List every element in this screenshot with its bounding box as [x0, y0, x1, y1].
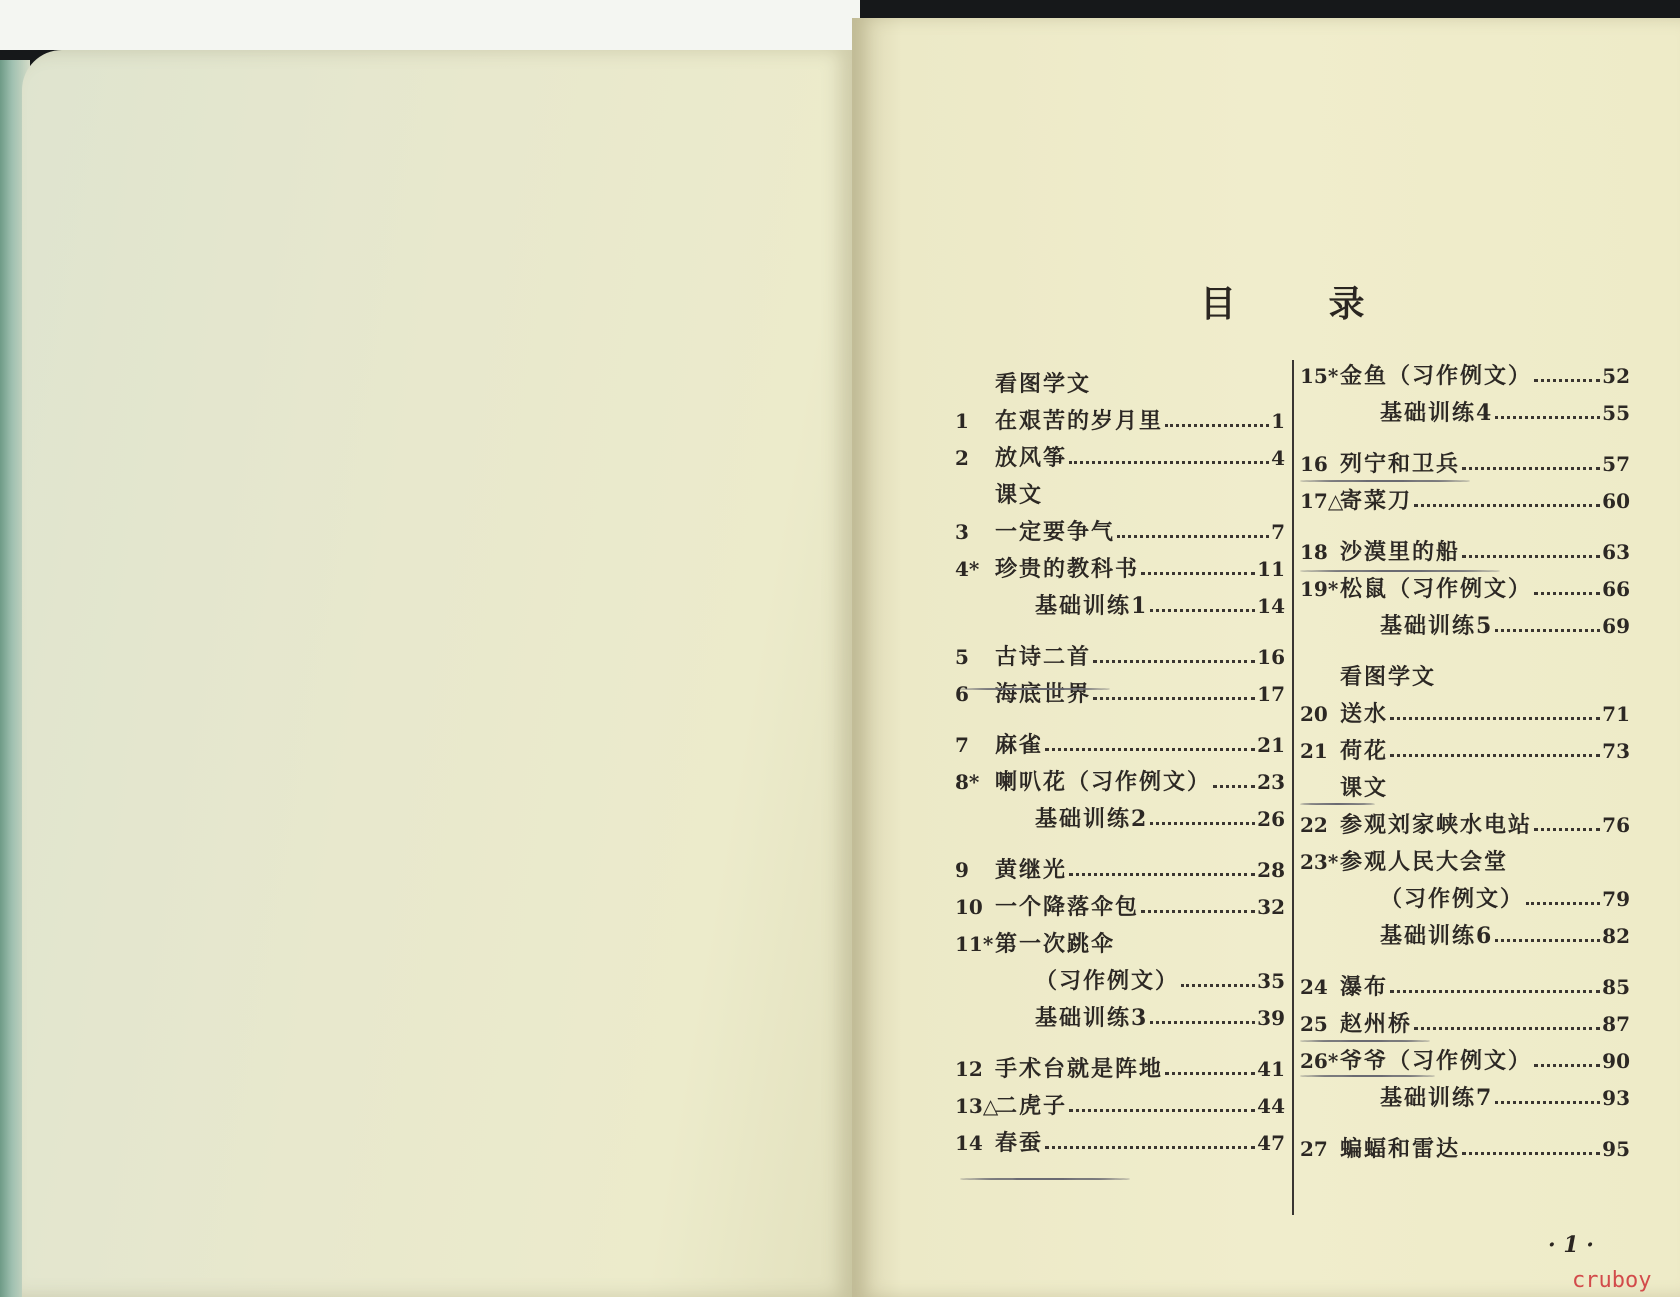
toc-entry-number: 20 [1300, 702, 1328, 726]
toc-entry-page: 93 [1602, 1086, 1630, 1110]
toc-leader-dots [1141, 910, 1255, 913]
toc-entry-label: 看图学文 [995, 371, 1092, 397]
toc-entry-label: 春蚕 [995, 1130, 1044, 1156]
toc-leader-dots [1093, 697, 1255, 700]
toc-entry [1300, 918, 1630, 955]
toc-entry-number: 3 [955, 520, 969, 544]
toc-entry [1300, 1080, 1630, 1117]
toc-entry-number: 17△ [1300, 489, 1344, 513]
toc-entry-page: 23 [1257, 770, 1285, 794]
toc-spacer [955, 713, 1285, 727]
toc-entry-page: 11 [1257, 557, 1285, 581]
toc-spacer [955, 1037, 1285, 1051]
toc-entry-number: 10 [955, 895, 983, 919]
toc-entry [955, 514, 1285, 551]
toc-leader-dots [1462, 467, 1600, 470]
toc-entry-number: 9 [955, 858, 969, 882]
toc-entry-number: 14 [955, 1131, 983, 1155]
toc-entry-page: 85 [1602, 975, 1630, 999]
toc-entry-number: 1 [955, 409, 969, 433]
toc-leader-dots [1165, 424, 1269, 427]
toc-leader-dots [1213, 785, 1255, 788]
toc-entry [955, 1051, 1285, 1088]
toc-leader-dots [1181, 984, 1255, 987]
toc-entry-label: 黄继光 [995, 857, 1068, 883]
toc-leader-dots [1495, 1101, 1600, 1104]
toc-leader-dots [1462, 1152, 1600, 1155]
toc-entry [1300, 483, 1630, 520]
toc-entry-label: 海底世界 [995, 681, 1092, 707]
toc-entry-label: 课文 [1340, 775, 1389, 801]
toc-entry-label: 基础训练1 [1035, 593, 1149, 619]
toc-entry [1300, 358, 1630, 395]
watermark: cruboy [1572, 1268, 1652, 1293]
toc-entry [1300, 844, 1630, 881]
toc-entry-page: 1 [1271, 409, 1285, 433]
toc-entry [955, 403, 1285, 440]
toc-entry-label: （习作例文） [1380, 886, 1525, 912]
toc-entry-label: 基础训练5 [1380, 613, 1494, 639]
toc-entry-label: 基础训练4 [1380, 400, 1494, 426]
toc-entry [955, 852, 1285, 889]
pencil-underline [1300, 1040, 1430, 1042]
toc-entry-label: 基础训练7 [1380, 1085, 1494, 1111]
toc-entry-number: 5 [955, 645, 969, 669]
toc-entry-page: 71 [1602, 702, 1630, 726]
toc-entry [1300, 881, 1630, 918]
toc-leader-dots [1534, 379, 1600, 382]
toc-leader-dots [1165, 1072, 1255, 1075]
pencil-underline [960, 688, 1110, 690]
toc-leader-dots [1069, 873, 1255, 876]
toc-entry-number: 2 [955, 446, 969, 470]
toc-entry [955, 926, 1285, 963]
page-number: · 1 · [1548, 1232, 1594, 1258]
toc-entry [1300, 446, 1630, 483]
toc-entry-page: 16 [1257, 645, 1285, 669]
toc-entry-page: 32 [1257, 895, 1285, 919]
toc-entry-number: 15* [1300, 364, 1339, 388]
toc-entry [955, 588, 1285, 625]
toc-entry-page: 47 [1257, 1131, 1285, 1155]
toc-entry-page: 87 [1602, 1012, 1630, 1036]
toc-entry-label: 基础训练3 [1035, 1005, 1149, 1031]
toc-entry-label: 参观刘家峡水电站 [1340, 812, 1533, 838]
toc-entry-number: 19* [1300, 577, 1339, 601]
toc-entry [955, 1125, 1285, 1162]
toc-entry-page: 73 [1602, 739, 1630, 763]
toc-spacer [955, 838, 1285, 852]
toc-entry [1300, 534, 1630, 571]
toc-entry-label: 第一次跳伞 [995, 931, 1116, 957]
pencil-underline [1300, 480, 1470, 482]
toc-spacer [1300, 955, 1630, 969]
toc-entry [1300, 1006, 1630, 1043]
toc-entry-number: 4* [955, 557, 980, 581]
toc-entry-page: 4 [1271, 446, 1285, 470]
toc-entry-number: 7 [955, 733, 969, 757]
toc-entry-page: 63 [1602, 540, 1630, 564]
toc-section-heading [955, 477, 1285, 514]
toc-leader-dots [1045, 748, 1255, 751]
toc-entry-label: 在艰苦的岁月里 [995, 408, 1164, 434]
toc-entry-label: 基础训练2 [1035, 806, 1149, 832]
toc-entry-page: 69 [1602, 614, 1630, 638]
toc-entry-number: 24 [1300, 975, 1328, 999]
toc-section-heading [1300, 659, 1630, 696]
toc-entry-label: 喇叭花（习作例文） [995, 769, 1212, 795]
toc-leader-dots [1534, 592, 1600, 595]
toc-entry-label: 赵州桥 [1340, 1011, 1413, 1037]
toc-entry-number: 23* [1300, 850, 1339, 874]
toc-leader-dots [1414, 1027, 1600, 1030]
toc-entry-label: 课文 [995, 482, 1044, 508]
toc-entry [1300, 395, 1630, 432]
toc-entry [1300, 733, 1630, 770]
toc-entry-label: 爷爷（习作例文） [1340, 1048, 1533, 1074]
toc-spacer [1300, 645, 1630, 659]
toc-leader-dots [1150, 1021, 1255, 1024]
toc-spacer [1300, 520, 1630, 534]
toc-spacer [1300, 1117, 1630, 1131]
toc-entry-page: 79 [1602, 887, 1630, 911]
pencil-underline [960, 1178, 1130, 1180]
toc-entry-page: 26 [1257, 807, 1285, 831]
toc-section-heading [1300, 770, 1630, 807]
toc-entry-number: 25 [1300, 1012, 1328, 1036]
toc-entry-label: 一个降落伞包 [995, 894, 1140, 920]
column-divider [1292, 360, 1294, 1215]
toc-entry-label: 列宁和卫兵 [1340, 451, 1461, 477]
toc-entry-label: 松鼠（习作例文） [1340, 576, 1533, 602]
toc-entry-number: 8* [955, 770, 980, 794]
toc-entry-number: 11* [955, 932, 994, 956]
toc-title: 目 录 [1200, 284, 1405, 325]
toc-entry [955, 1088, 1285, 1125]
toc-entry-number: 13△ [955, 1094, 999, 1118]
pencil-underline [1300, 803, 1375, 805]
toc-entry-label: 一定要争气 [995, 519, 1116, 545]
toc-leader-dots [1141, 572, 1255, 575]
toc-entry-page: 21 [1257, 733, 1285, 757]
toc-leader-dots [1390, 990, 1600, 993]
toc-entry-page: 39 [1257, 1006, 1285, 1030]
toc-entry-label: 沙漠里的船 [1340, 539, 1461, 565]
toc-entry-label: 麻雀 [995, 732, 1044, 758]
toc-entry-number: 27 [1300, 1137, 1328, 1161]
left-page-blank [22, 50, 854, 1297]
toc-entry-page: 55 [1602, 401, 1630, 425]
toc-leader-dots [1414, 504, 1600, 507]
toc-entry-label: 寄菜刀 [1340, 488, 1413, 514]
toc-leader-dots [1069, 1109, 1255, 1112]
toc-entry-label: 看图学文 [1340, 664, 1437, 690]
toc-leader-dots [1526, 902, 1600, 905]
toc-entry [955, 764, 1285, 801]
toc-entry-label: 基础训练6 [1380, 923, 1494, 949]
toc-entry-page: 17 [1257, 682, 1285, 706]
toc-entry-label: 瀑布 [1340, 974, 1389, 1000]
toc-entry-label: 珍贵的教科书 [995, 556, 1140, 582]
pencil-underline [1300, 1075, 1435, 1077]
toc-entry-label: 送水 [1340, 701, 1389, 727]
toc-entry [955, 963, 1285, 1000]
toc-entry-page: 66 [1602, 577, 1630, 601]
toc-leader-dots [1390, 754, 1600, 757]
toc-leader-dots [1093, 660, 1255, 663]
toc-entry-label: 蝙蝠和雷达 [1340, 1136, 1461, 1162]
toc-leader-dots [1150, 822, 1255, 825]
toc-entry-label: 手术台就是阵地 [995, 1056, 1164, 1082]
toc-entry [955, 727, 1285, 764]
toc-entry-number: 18 [1300, 540, 1328, 564]
toc-entry-page: 95 [1602, 1137, 1630, 1161]
toc-entry-number: 12 [955, 1057, 983, 1081]
toc-entry-label: 金鱼（习作例文） [1340, 363, 1533, 389]
toc-leader-dots [1495, 939, 1600, 942]
toc-entry-page: 35 [1257, 969, 1285, 993]
toc-entry-number: 6 [955, 682, 969, 706]
toc-leader-dots [1117, 535, 1269, 538]
toc-leader-dots [1390, 717, 1600, 720]
toc-entry [955, 551, 1285, 588]
toc-leader-dots [1534, 1064, 1600, 1067]
toc-leader-dots [1045, 1146, 1255, 1149]
toc-entry-label: 古诗二首 [995, 644, 1092, 670]
toc-entry [1300, 608, 1630, 645]
toc-entry-page: 82 [1602, 924, 1630, 948]
toc-entry-page: 7 [1271, 520, 1285, 544]
toc-entry [955, 889, 1285, 926]
toc-entry [955, 639, 1285, 676]
toc-entry [1300, 696, 1630, 733]
toc-entry-page: 14 [1257, 594, 1285, 618]
toc-entry-page: 52 [1602, 364, 1630, 388]
toc-entry-number: 16 [1300, 452, 1328, 476]
pencil-underline [1300, 570, 1500, 572]
toc-leader-dots [1462, 555, 1600, 558]
toc-entry-page: 60 [1602, 489, 1630, 513]
toc-section-heading [955, 366, 1285, 403]
toc-entry-page: 90 [1602, 1049, 1630, 1073]
toc-entry [955, 1000, 1285, 1037]
toc-entry [955, 801, 1285, 838]
toc-leader-dots [1069, 461, 1269, 464]
toc-entry-label: （习作例文） [1035, 968, 1180, 994]
toc-entry-label: 荷花 [1340, 738, 1389, 764]
toc-leader-dots [1150, 609, 1255, 612]
toc-leader-dots [1534, 828, 1600, 831]
toc-entry-label: 放风筝 [995, 445, 1068, 471]
toc-entry-label: 二虎子 [995, 1093, 1068, 1119]
toc-spacer [955, 625, 1285, 639]
toc-entry-page: 41 [1257, 1057, 1285, 1081]
toc-spacer [1300, 432, 1630, 446]
toc-entry-page: 28 [1257, 858, 1285, 882]
toc-entry-label: 参观人民大会堂 [1340, 849, 1509, 875]
toc-entry [955, 676, 1285, 713]
toc-entry [1300, 969, 1630, 1006]
toc-entry [955, 440, 1285, 477]
toc-entry-number: 26* [1300, 1049, 1339, 1073]
toc-leader-dots [1495, 629, 1600, 632]
toc-entry [1300, 1131, 1630, 1168]
toc-leader-dots [1495, 416, 1600, 419]
bleed-through-text [202, 400, 221, 423]
toc-entry-page: 76 [1602, 813, 1630, 837]
toc-entry-page: 44 [1257, 1094, 1285, 1118]
toc-entry-number: 22 [1300, 813, 1328, 837]
toc-entry-number: 21 [1300, 739, 1328, 763]
toc-entry [1300, 571, 1630, 608]
toc-entry [1300, 807, 1630, 844]
toc-left-column [955, 366, 1285, 1162]
toc-entry-page: 57 [1602, 452, 1630, 476]
